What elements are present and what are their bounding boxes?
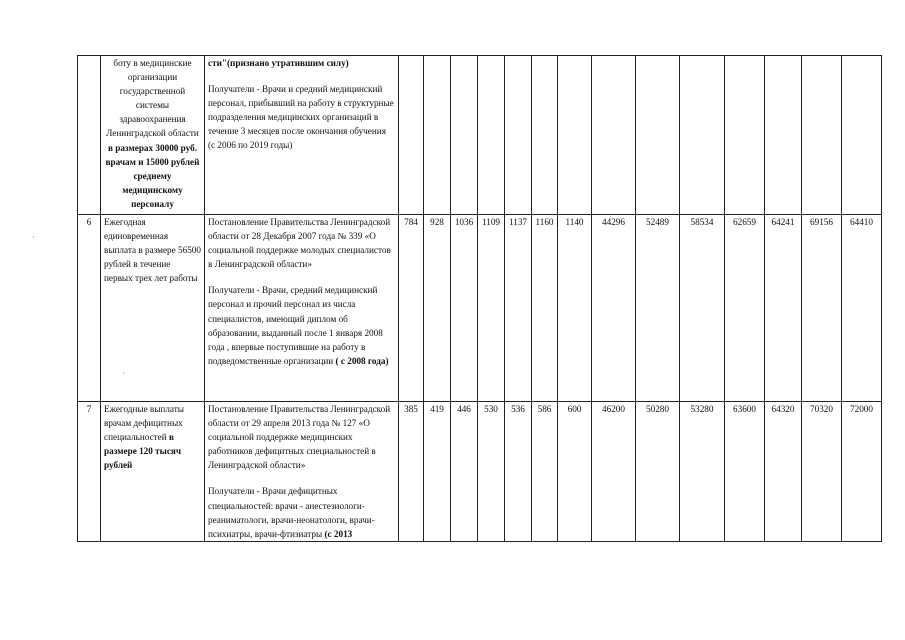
legal-basis xyxy=(205,56,399,215)
value-cell: 446 xyxy=(451,402,478,542)
value-cell: 62659 xyxy=(725,215,765,402)
value-cell xyxy=(532,56,558,215)
table-row xyxy=(78,402,882,542)
table-row xyxy=(78,56,882,215)
value-cell xyxy=(478,56,505,215)
payment-amount-text: в размерах 30000 руб. врачам и 15000 рублей среднему медицинскому персоналу xyxy=(105,142,200,209)
value-cell: 784 xyxy=(399,215,424,402)
payment-name-text: Ежегодная единовременная выплата в размере 56500 рублей в течение первых трех лет работы xyxy=(104,217,201,284)
scan-artifact: · xyxy=(122,368,125,378)
value-cell: 64410 xyxy=(842,215,882,402)
value-cell: 1036 xyxy=(451,215,478,402)
row-number: 6 xyxy=(78,215,101,402)
value-cell: 44296 xyxy=(592,215,636,402)
payment-name-text: Ежегодные выплаты врачам дефицитных специальностей xyxy=(104,404,184,443)
recipients-period: ( с 2008 года) xyxy=(335,355,389,366)
recipients-text: Получатели - Врачи и средний медицинский персонал, прибывший на работу в структурные подразделения медицинских организаций в течение 3 месяцев после окончания обучения (с 2006 по 2019 годы) xyxy=(208,84,394,151)
value-cell: 1109 xyxy=(478,215,505,402)
payment-name xyxy=(101,402,205,542)
value-cell: 530 xyxy=(478,402,505,542)
value-cell: 70320 xyxy=(802,402,842,542)
legal-basis-text: Постановление Правительства Ленинградской области от 29 апреля 2013 года № 127 «О социальной поддержке медицинских работников дефицитных специальностей в Ленинградской области» xyxy=(208,404,391,471)
value-cell: 50280 xyxy=(636,402,680,542)
value-cell: 64241 xyxy=(765,215,802,402)
table-row xyxy=(78,215,882,402)
value-cell: 64320 xyxy=(765,402,802,542)
payments-table xyxy=(77,55,882,542)
value-cell: 1160 xyxy=(532,215,558,402)
value-cell: 586 xyxy=(532,402,558,542)
payment-amount-text: в размере 120 тысяч рублей xyxy=(104,432,182,471)
value-cell xyxy=(636,56,680,215)
payment-name xyxy=(101,215,205,402)
value-cell xyxy=(558,56,592,215)
value-cell: 536 xyxy=(505,402,532,542)
value-cell: 385 xyxy=(399,402,424,542)
value-cell: 52489 xyxy=(636,215,680,402)
legal-basis-text: Постановление Правительства Ленинградской области от 28 Декабря 2007 года № 339 «О социальной поддержке молодых специалистов в Ленинградской области» xyxy=(208,217,391,270)
value-cell xyxy=(451,56,478,215)
value-cell: 63600 xyxy=(725,402,765,542)
value-cell: 928 xyxy=(424,215,451,402)
value-cell: 419 xyxy=(424,402,451,542)
row-number: 7 xyxy=(78,402,101,542)
value-cell xyxy=(505,56,532,215)
value-cell xyxy=(802,56,842,215)
value-cell xyxy=(592,56,636,215)
payment-name xyxy=(101,56,205,215)
value-cell xyxy=(725,56,765,215)
value-cell xyxy=(399,56,424,215)
value-cell: 1140 xyxy=(558,215,592,402)
legal-basis xyxy=(205,215,399,402)
value-cell: 72000 xyxy=(842,402,882,542)
row-number xyxy=(78,56,101,215)
value-cell xyxy=(680,56,725,215)
value-cell: 46200 xyxy=(592,402,636,542)
legal-basis-status: сти"(признано утратившим силу) xyxy=(208,58,349,68)
value-cell: 600 xyxy=(558,402,592,542)
payment-name-text: боту в медицинские организации государственной системы здравоохранения Ленинградской области xyxy=(106,58,199,139)
scan-artifact: · xyxy=(32,232,35,242)
recipients-text: Получатели - Врачи дефицитных специальностей: врачи - анестезиологи-реаниматологи, врачи-неонатологи, врачи-психиатры, врачи-фтизиатры xyxy=(208,486,375,539)
value-cell: 1137 xyxy=(505,215,532,402)
value-cell: 69156 xyxy=(802,215,842,402)
value-cell: 53280 xyxy=(680,402,725,542)
recipients-period: (с 2013 xyxy=(324,528,353,539)
value-cell xyxy=(842,56,882,215)
legal-basis xyxy=(205,402,399,542)
value-cell xyxy=(424,56,451,215)
recipients-text: Получатели - Врачи, средний медицинский персонал и прочий персонал из числа специалистов, имеющий диплом об образовании, выданный после 1 января 2008 года , впервые поступившие на работу в подведомственные организации xyxy=(208,285,383,366)
value-cell: 58534 xyxy=(680,215,725,402)
value-cell xyxy=(765,56,802,215)
